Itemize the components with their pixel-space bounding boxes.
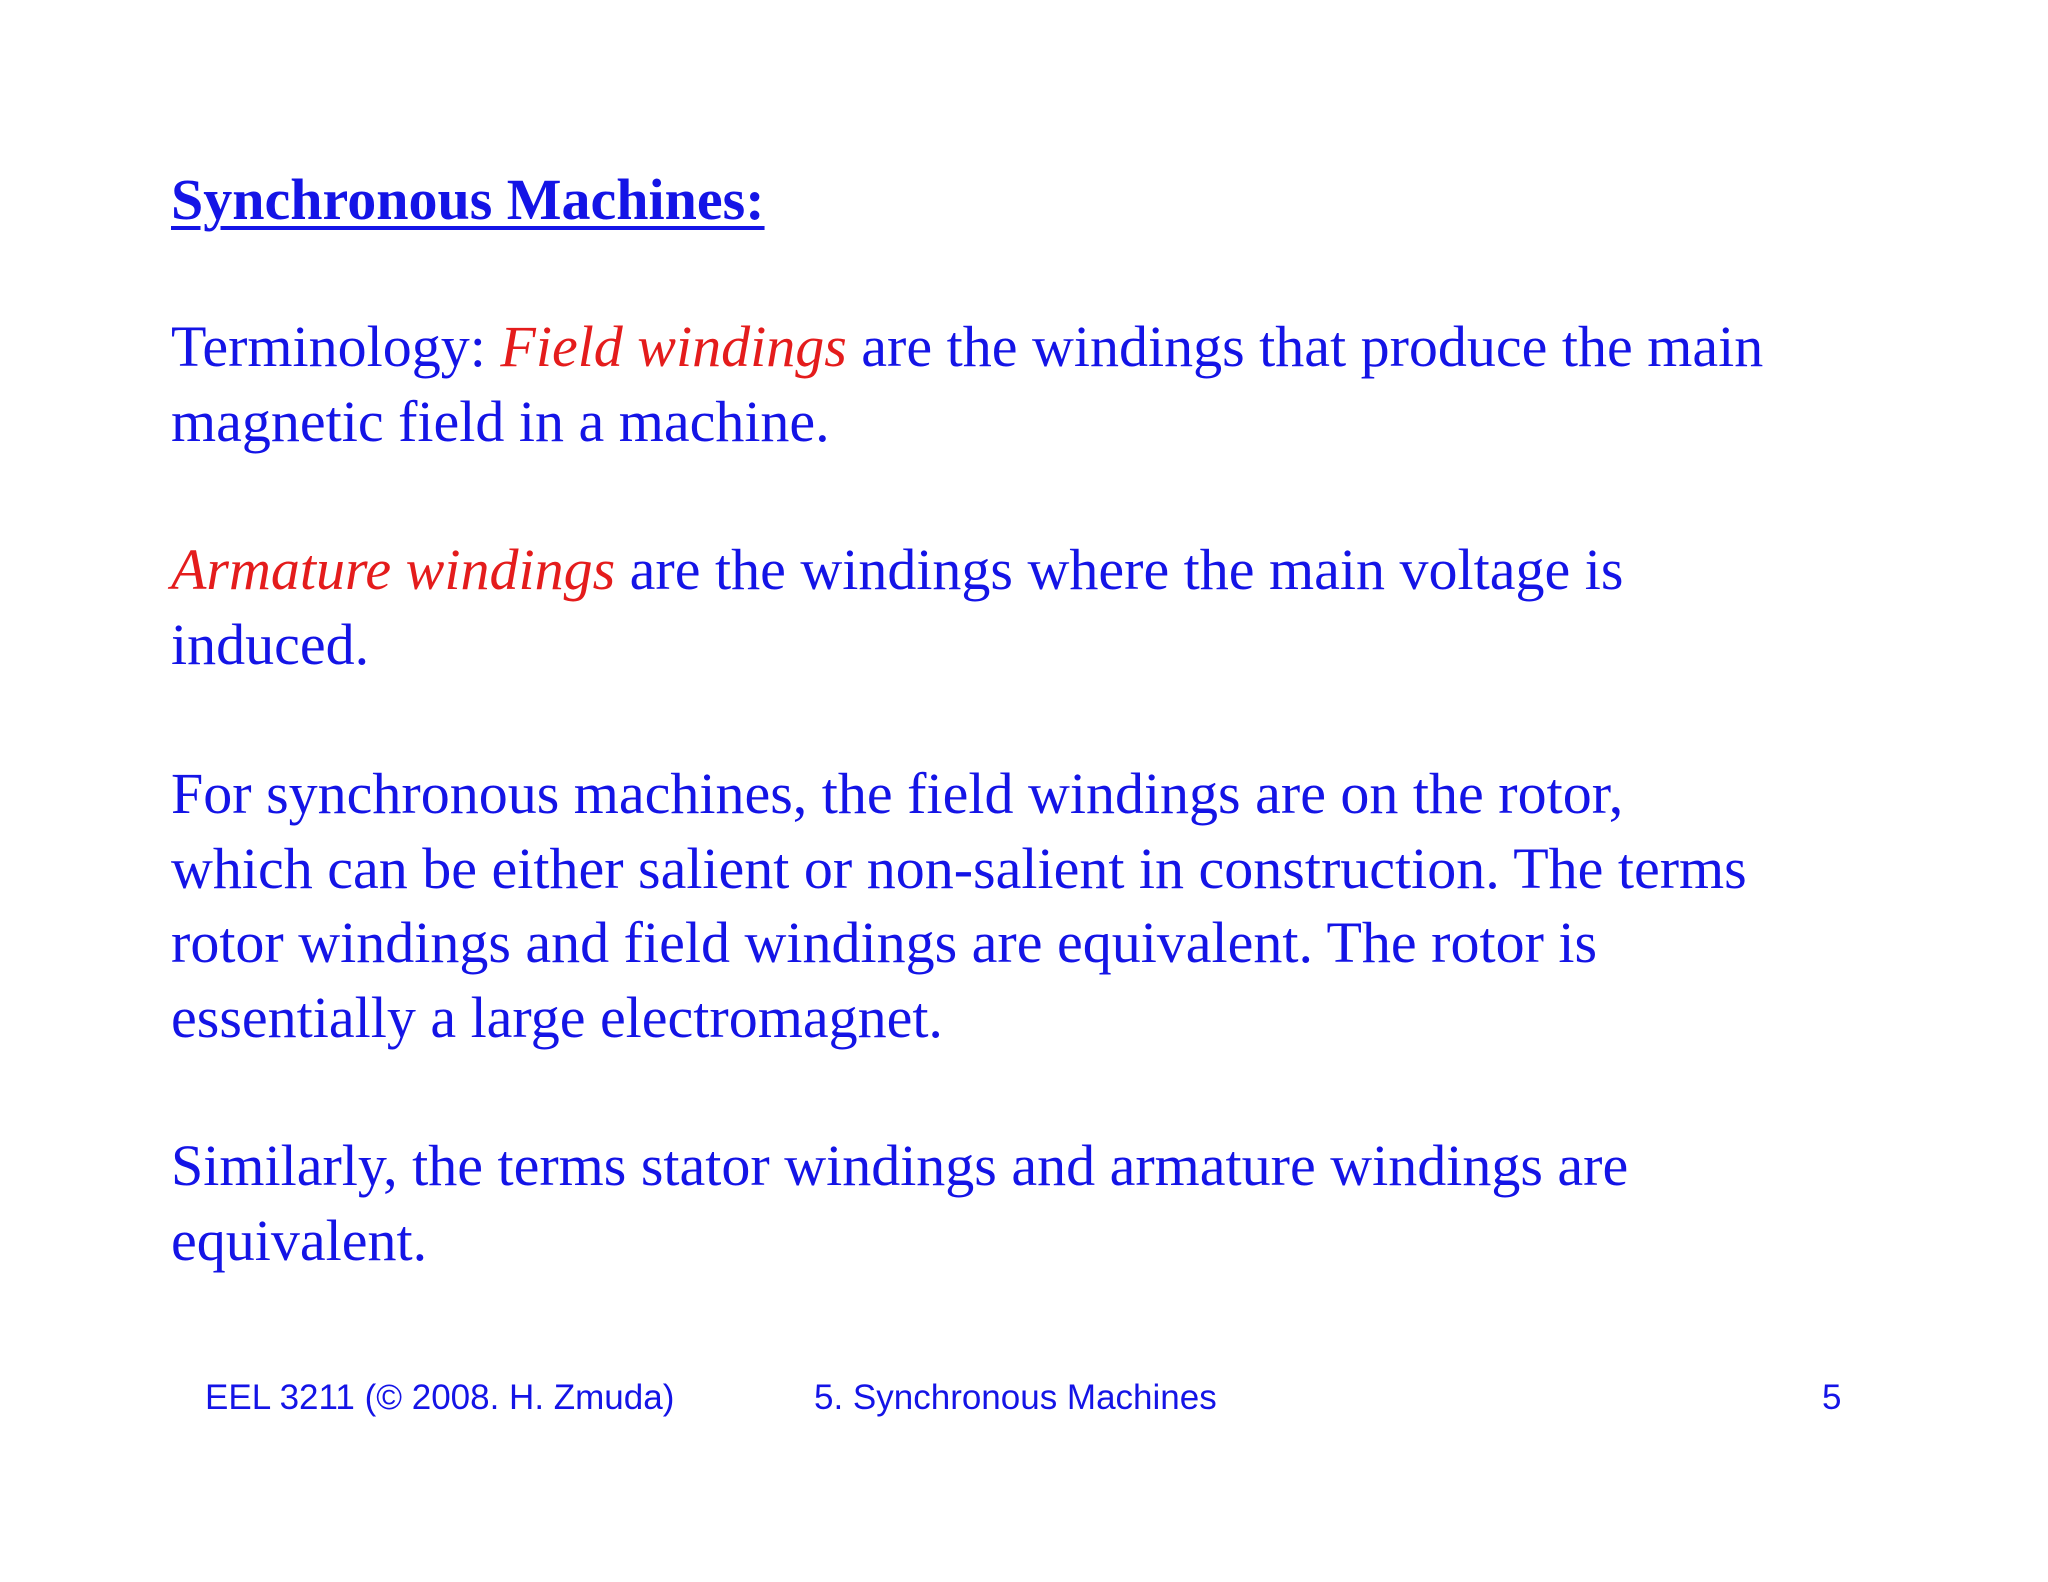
similarly-line: equivalent. bbox=[171, 1207, 428, 1273]
paragraph-synchronous bbox=[171, 757, 1931, 1055]
terminology-definition: are the windings that produce the main bbox=[846, 314, 1764, 379]
armature-definition-line2: induced. bbox=[171, 611, 370, 677]
paragraph-similarly bbox=[171, 1129, 1931, 1278]
paragraph-armature bbox=[171, 533, 1931, 682]
synchronous-line: essentially a large electromagnet. bbox=[171, 984, 943, 1050]
armature-definition: are the windings where the main voltage is bbox=[615, 537, 1624, 602]
terminology-definition-line2: magnetic field in a machine. bbox=[171, 388, 830, 454]
footer-course: EEL 3211 (© 2008. H. Zmuda) bbox=[205, 1378, 675, 1417]
similarly-line: Similarly, the terms stator windings and armature windings are bbox=[171, 1133, 1629, 1198]
term-field-windings: Field windings bbox=[500, 314, 847, 379]
synchronous-line: rotor windings and field windings are equivalent. The rotor is bbox=[171, 910, 1598, 975]
paragraph-terminology bbox=[171, 310, 1931, 459]
footer-section: 5. Synchronous Machines bbox=[814, 1378, 1217, 1417]
terminology-prefix: Terminology: bbox=[171, 314, 501, 379]
slide-title: Synchronous Machines: bbox=[171, 167, 765, 232]
term-armature-windings: Armature windings bbox=[171, 537, 616, 602]
synchronous-line: For synchronous machines, the field windings are on the rotor, bbox=[171, 761, 1624, 826]
footer-page-number: 5 bbox=[1822, 1378, 1842, 1417]
synchronous-line: which can be either salient or non-salient in construction. The terms bbox=[171, 835, 1747, 901]
